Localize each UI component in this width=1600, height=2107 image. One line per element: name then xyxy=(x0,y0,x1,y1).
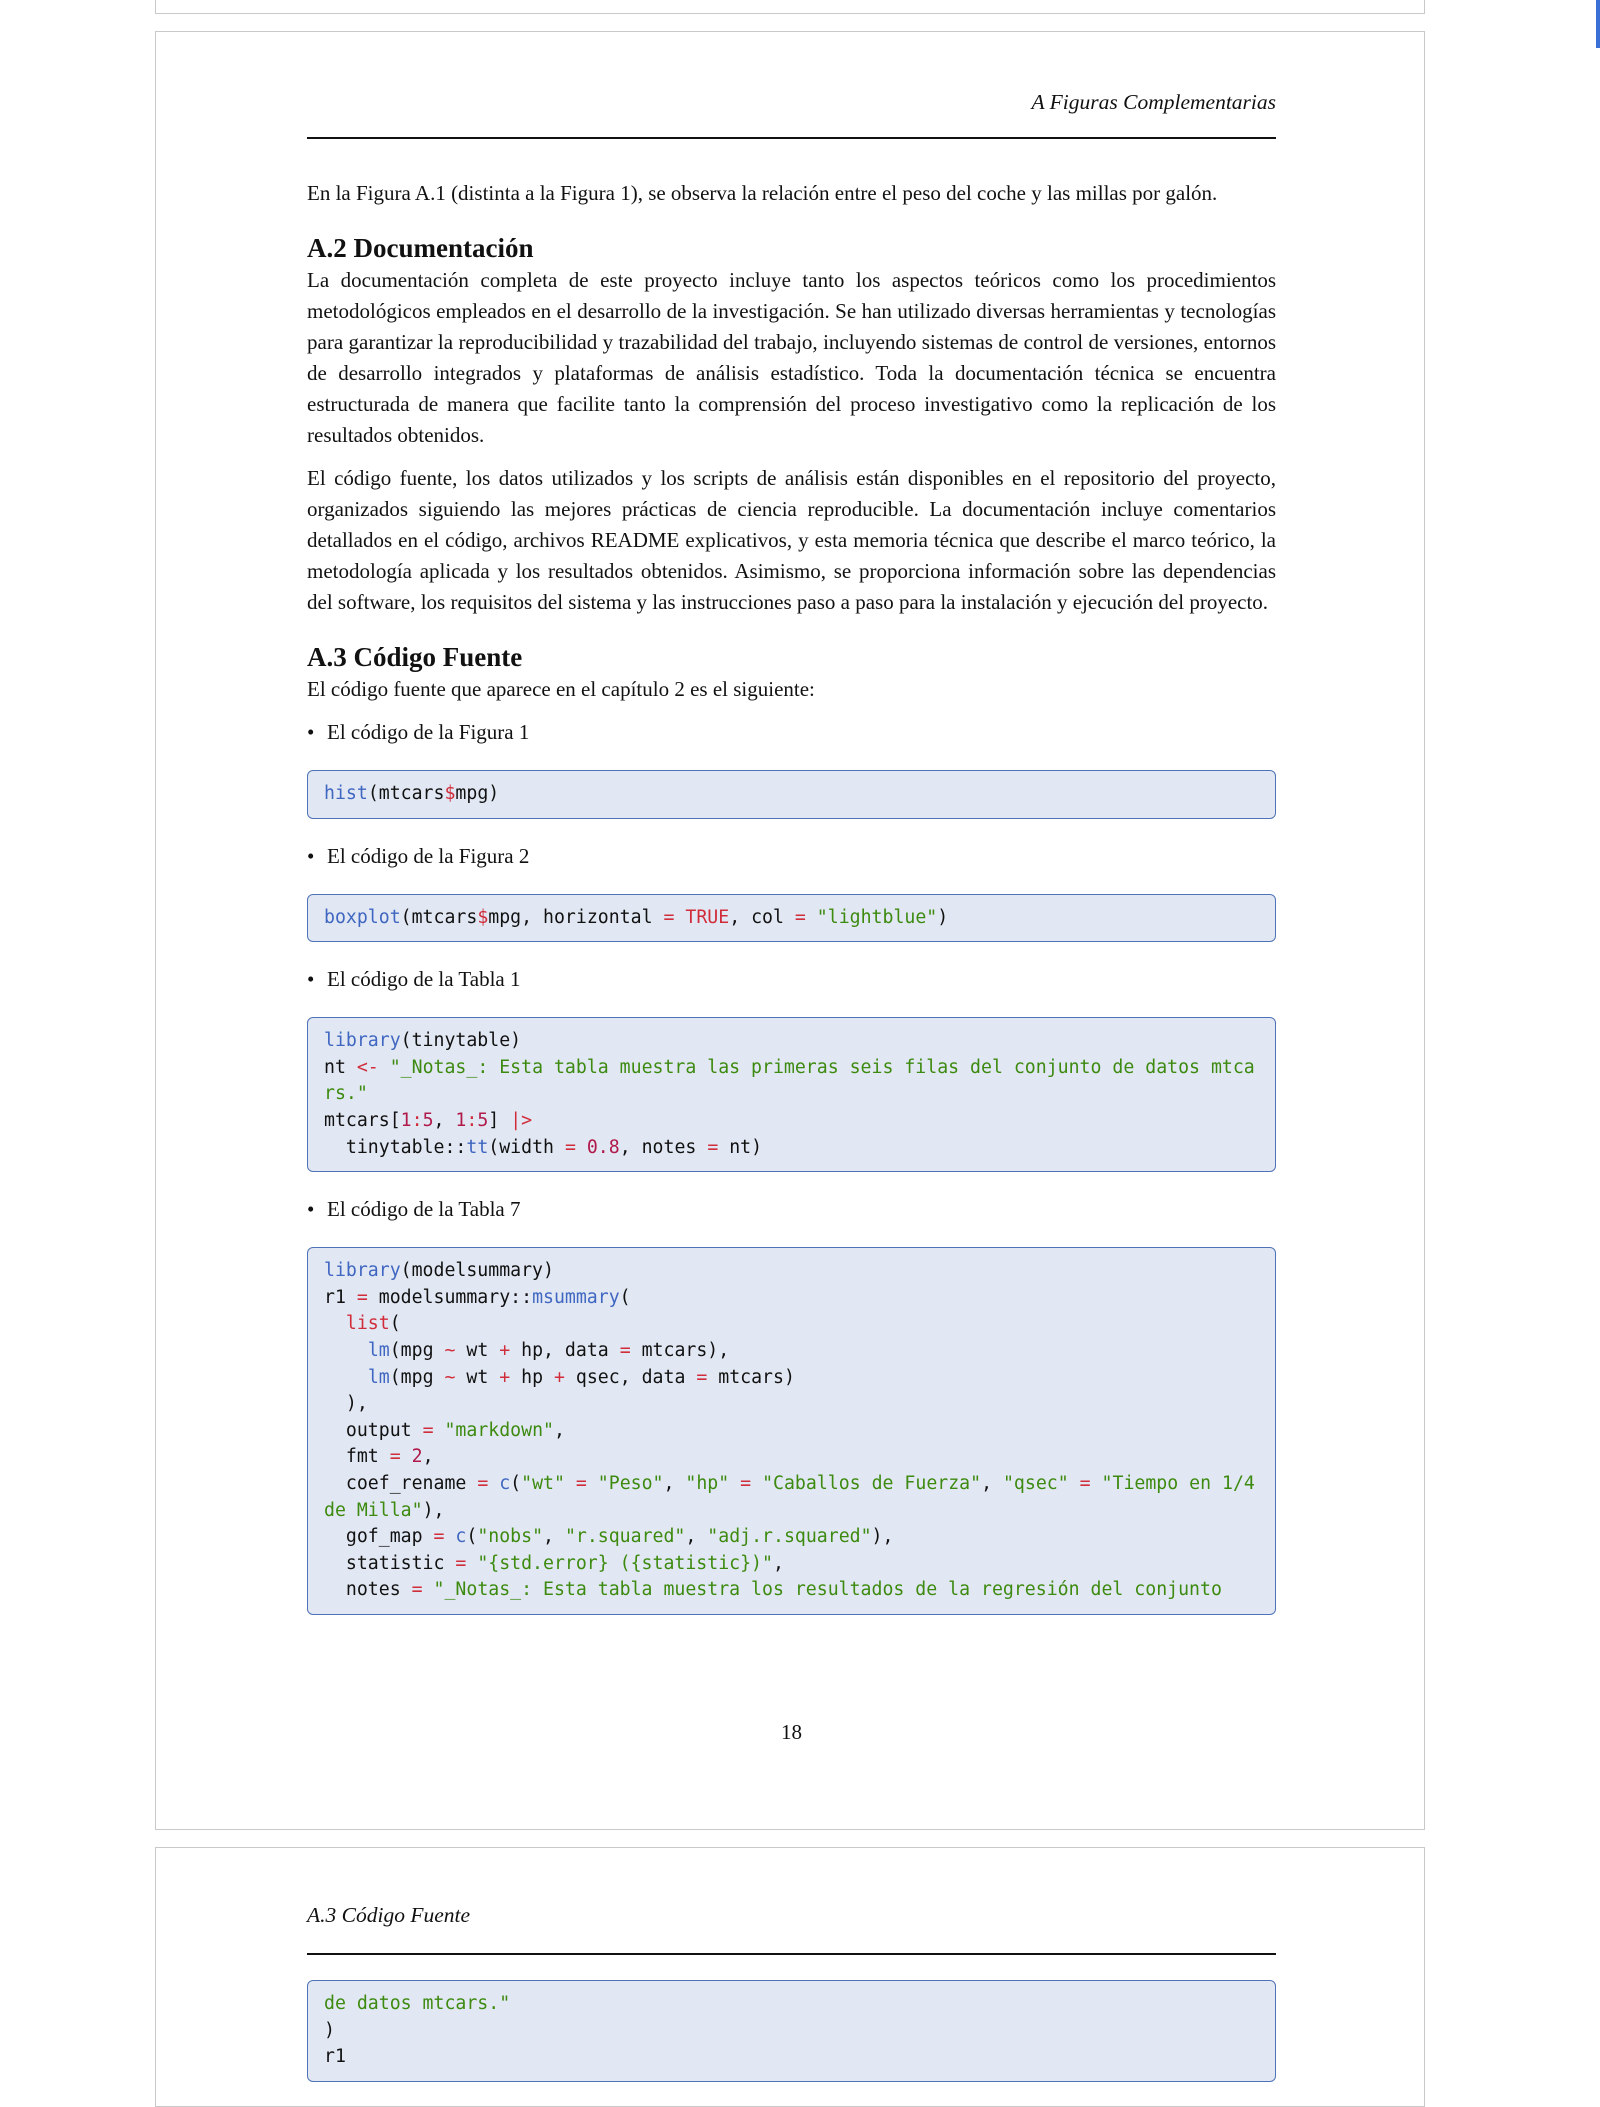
code-token: mtcars), xyxy=(630,1339,730,1361)
code-token: c xyxy=(499,1472,511,1494)
code-token xyxy=(324,1340,368,1361)
code-list-2 xyxy=(307,841,1276,872)
running-head: A Figuras Complementarias xyxy=(1031,90,1276,114)
code-token: = xyxy=(455,1552,467,1574)
code-token: tt xyxy=(466,1136,489,1158)
code-token: = xyxy=(564,1136,576,1158)
code-token: tinytable xyxy=(324,1136,445,1158)
code-token: (tinytable) xyxy=(400,1030,522,1052)
next-page xyxy=(155,1847,1425,2107)
code-token: list xyxy=(345,1313,390,1335)
code-token: = xyxy=(619,1339,631,1361)
code-token: ), xyxy=(324,1393,368,1415)
code-token: + xyxy=(499,1366,511,1388)
code-token: 2 xyxy=(411,1446,423,1468)
list-item: • El código de la Figura 1 xyxy=(307,717,1276,748)
code-token: ( xyxy=(389,1313,401,1335)
code-token: (mtcars xyxy=(367,783,445,804)
code-token: ( xyxy=(619,1286,631,1308)
code-token: , notes xyxy=(619,1136,708,1158)
code-token: boxplot xyxy=(324,906,401,928)
code-token: modelsummary:: xyxy=(367,1286,533,1308)
code-token: = xyxy=(411,1579,423,1601)
code-token: , xyxy=(685,1526,708,1548)
code-token xyxy=(423,1579,434,1600)
code-token: lm xyxy=(367,1339,390,1361)
code-block-continuation[interactable] xyxy=(307,1980,1276,2082)
a3-intro: El código fuente que aparece en el capítulo 2 es el siguiente: xyxy=(307,677,815,701)
previous-page xyxy=(155,0,1425,14)
code-token: hist xyxy=(324,783,368,804)
code-token: , xyxy=(553,1419,565,1441)
code-token xyxy=(806,907,817,928)
code-token: 5 xyxy=(422,1109,434,1131)
code-token: (width xyxy=(488,1136,565,1158)
code-token xyxy=(587,1473,598,1494)
code-token: ] xyxy=(488,1109,511,1131)
code-token: , xyxy=(772,1552,784,1574)
section-heading-a2: A.2 Documentación xyxy=(307,233,534,263)
a2-paragraph-1: La documentación completa de este proyecto incluye tanto los aspectos teóricos como los procedimientos metodológicos empleados en el desarrollo de la investigación. Se han utilizado diversas herramientas y tecnologías para garantizar la reproducibilidad y trazabilidad del trabajo, incluyendo sistemas de control de versiones, entornos de desarrollo integrados y plataformas de análisis estadístico. Toda la documentación técnica se encuentra estructurada de manera que facilite tanto la comprensión del proceso investigativo como la replicación de los resultados obtenidos. xyxy=(307,268,1276,447)
code-token: = xyxy=(707,1136,719,1158)
code-token: r1 xyxy=(324,1286,357,1308)
code-token: statistic xyxy=(324,1552,456,1574)
code-token: "_Notas_: Esta tabla muestra las primeras seis filas del conjunto de datos mtcars." xyxy=(324,1056,1255,1105)
code-token: = xyxy=(575,1472,587,1494)
code-token: : xyxy=(411,1109,423,1131)
code-token: (modelsummary) xyxy=(400,1260,554,1282)
code-token: library xyxy=(324,1260,401,1282)
code-token: 1 xyxy=(400,1109,412,1131)
code-token: , col xyxy=(729,906,795,928)
code-token: = xyxy=(696,1366,708,1388)
code-token: lm xyxy=(367,1366,390,1388)
code-token: + xyxy=(499,1339,511,1361)
code-token: "lightblue" xyxy=(816,906,938,928)
running-head-next: A.3 Código Fuente xyxy=(307,1903,471,1927)
code-token: = xyxy=(356,1286,368,1308)
code-token xyxy=(401,1446,412,1467)
page-body xyxy=(307,178,1276,1637)
code-token: $ xyxy=(444,783,456,804)
code-token: "r.squared" xyxy=(564,1526,686,1548)
code-token: 0.8 xyxy=(586,1136,620,1158)
code-token xyxy=(466,1553,477,1574)
code-token xyxy=(434,1420,445,1441)
code-block-tabla-1[interactable] xyxy=(307,1017,1276,1172)
code-token: 5 xyxy=(477,1109,489,1131)
code-token: , xyxy=(981,1472,1003,1494)
code-token: = xyxy=(422,1419,434,1441)
code-token: gof_map xyxy=(324,1526,434,1548)
code-token: , xyxy=(663,1472,686,1494)
code-block-tabla-7[interactable] xyxy=(307,1247,1276,1615)
code-token: wt xyxy=(455,1366,500,1388)
list-item: • El código de la Figura 2 xyxy=(307,841,1276,872)
code-token: : xyxy=(466,1109,478,1131)
code-token xyxy=(444,1526,455,1547)
code-token xyxy=(324,1313,346,1334)
code-token: de datos mtcars." xyxy=(324,1993,511,2014)
code-token: = xyxy=(663,906,675,928)
a2-paragraph-2: El código fuente, los datos utilizados y los scripts de análisis están disponibles en el repositorio del proyecto, organizados siguiendo las mejores prácticas de ciencia reproducible. La documentación incluye comentarios detallados en el código, archivos README explicativos, y esta memoria técnica que describe el marco teórico, la metodología aplicada y los resultados obtenidos. Asimismo, se proporciona información sobre las dependencias del software, los requisitos del sistema y las instrucciones paso a paso para la instalación y ejecución del proyecto. xyxy=(307,466,1276,614)
code-token: , xyxy=(433,1109,456,1131)
code-token: ), xyxy=(422,1499,445,1521)
code-list-4 xyxy=(307,1194,1276,1225)
code-token: "nobs" xyxy=(477,1526,544,1548)
code-token: = xyxy=(740,1472,752,1494)
code-token: coef_rename xyxy=(324,1472,478,1494)
code-token: qsec, data xyxy=(564,1366,697,1388)
code-token xyxy=(1091,1473,1102,1494)
code-token xyxy=(1069,1473,1080,1494)
code-token: "hp" xyxy=(685,1472,730,1494)
code-token: mtcars[ xyxy=(324,1109,401,1131)
code-token: ) xyxy=(324,2019,335,2041)
code-token: "Caballos de Fuerza" xyxy=(762,1472,982,1494)
code-token: fmt xyxy=(324,1446,390,1468)
code-list-1 xyxy=(307,717,1276,748)
code-token: mpg) xyxy=(455,783,500,804)
list-item: • El código de la Tabla 1 xyxy=(307,964,1276,995)
code-token: wt xyxy=(455,1339,500,1361)
code-token: $ xyxy=(477,906,489,928)
code-token: (mpg xyxy=(389,1366,445,1388)
code-block-figura-2[interactable] xyxy=(307,894,1276,943)
code-token: "wt" xyxy=(521,1472,565,1494)
code-token xyxy=(576,1137,587,1158)
code-token: , xyxy=(422,1446,434,1468)
code-token: = xyxy=(433,1526,445,1548)
header-rule xyxy=(307,137,1276,139)
code-token: + xyxy=(554,1366,565,1388)
code-list-3 xyxy=(307,964,1276,995)
code-token: "adj.r.squared" xyxy=(707,1526,872,1548)
code-token: TRUE xyxy=(685,906,730,928)
code-token: :: xyxy=(444,1136,467,1158)
code-token: library xyxy=(324,1030,401,1052)
code-token: "{std.error} ({statistic})" xyxy=(477,1552,773,1574)
code-token: , xyxy=(543,1526,565,1548)
code-token xyxy=(324,1367,368,1388)
header-rule-next xyxy=(307,1953,1276,1955)
code-token: "qsec" xyxy=(1002,1472,1069,1494)
code-token xyxy=(488,1473,499,1494)
code-token: ( xyxy=(466,1526,478,1548)
code-token xyxy=(565,1473,576,1494)
code-token: ) xyxy=(937,906,949,928)
code-token: c xyxy=(455,1526,467,1548)
code-token: = xyxy=(794,906,806,928)
code-token xyxy=(729,1473,740,1494)
document-page xyxy=(155,31,1425,1830)
page-number: 18 xyxy=(781,1720,802,1744)
code-token: <- xyxy=(356,1056,379,1078)
code-token: "_Notas_: Esta tabla muestra los resultados de la regresión del conjunto xyxy=(433,1579,1222,1601)
intro-paragraph: En la Figura A.1 (distinta a la Figura 1), se observa la relación entre el peso del coche y las millas por galón. xyxy=(307,181,1218,205)
code-token: = xyxy=(389,1446,401,1468)
code-token xyxy=(674,907,685,928)
code-token: "Tiempo en 1/4 de Milla" xyxy=(324,1472,1266,1521)
code-token: msummary xyxy=(532,1286,620,1308)
code-token: |> xyxy=(510,1109,533,1131)
list-item: • El código de la Tabla 7 xyxy=(307,1194,1276,1225)
code-token: hp xyxy=(510,1366,554,1388)
code-token: mpg, horizontal xyxy=(488,906,664,928)
code-token: (mpg xyxy=(389,1339,445,1361)
code-token: "Peso" xyxy=(597,1472,664,1494)
next-page-body xyxy=(307,1980,1276,2104)
code-token: hp, data xyxy=(510,1339,620,1361)
section-heading-a3: A.3 Código Fuente xyxy=(307,642,523,672)
code-token xyxy=(751,1473,762,1494)
code-token: ( xyxy=(510,1472,522,1494)
code-token: = xyxy=(477,1472,489,1494)
code-token: = xyxy=(1079,1472,1091,1494)
code-token: output xyxy=(324,1419,423,1441)
code-token: 1 xyxy=(455,1109,467,1131)
code-token: nt) xyxy=(718,1136,763,1158)
code-block-figura-1[interactable] xyxy=(307,770,1276,819)
code-token: r1 xyxy=(324,2046,346,2068)
scrollbar-thumb[interactable] xyxy=(1596,0,1600,48)
code-token: mtcars) xyxy=(707,1366,795,1388)
code-token: nt xyxy=(324,1056,357,1078)
code-token: notes xyxy=(324,1579,412,1601)
code-token: ~ xyxy=(444,1339,456,1361)
code-token xyxy=(379,1057,390,1078)
code-token: (mtcars xyxy=(400,906,478,928)
code-token: ~ xyxy=(444,1366,456,1388)
code-token: "markdown" xyxy=(444,1419,554,1441)
code-token: ), xyxy=(871,1526,894,1548)
